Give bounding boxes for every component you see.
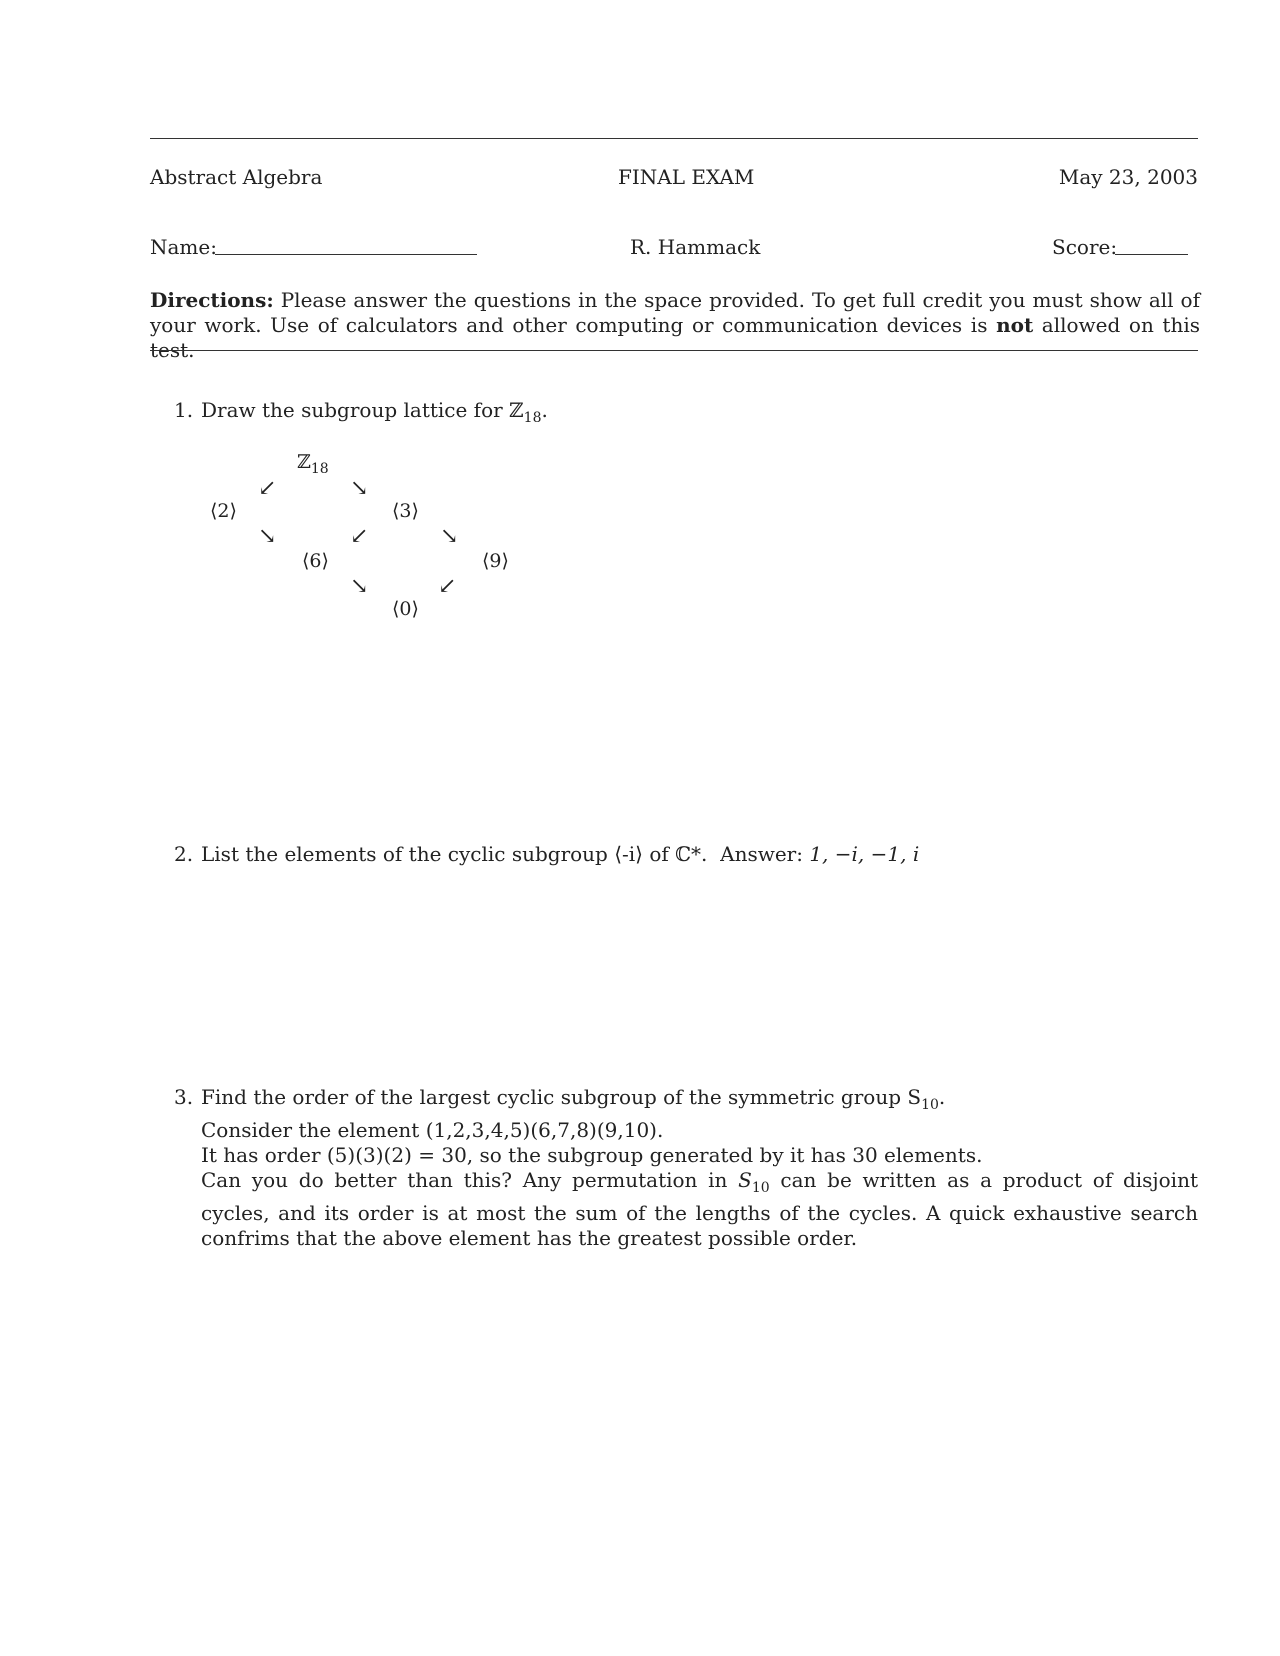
score-blank[interactable] <box>1115 254 1188 255</box>
lattice-node-6: ⟨6⟩ <box>302 550 329 572</box>
q2-prompt-text: List the elements of the cyclic subgroup ⟨-i⟩ of ℂ*. <box>201 842 708 866</box>
q3-prompt <box>201 1085 1198 1118</box>
arrow-2-to-6: ↘ <box>258 524 277 549</box>
q3-line-4 <box>201 1168 1198 1251</box>
q3-line-4a: Can you do better than this? Any permutation in <box>201 1168 739 1192</box>
top-rule <box>150 138 1198 139</box>
q3-prompt-text: Find the order of the largest cyclic subgroup of the symmetric group S <box>201 1085 922 1109</box>
arrow-3-to-9: ↘ <box>440 524 459 549</box>
lattice-node-3: ⟨3⟩ <box>392 500 419 522</box>
q3-line-4b: can be written as a product of disjoint cycles, and its order is at most the sum of the lengths of the cycles. A quick exhaustive search confrims that the above element has the greatest possible order. <box>201 1168 1198 1250</box>
lattice-node-9: ⟨9⟩ <box>482 550 509 572</box>
q2-answer-label: Answer: <box>720 842 803 866</box>
lattice-node-z18-symbol: ℤ <box>297 451 311 473</box>
directions-text-1: Please answer the questions in the space provided. To get full credit you must show all of your work. Use of calculators and other computing or communication devices is <box>150 288 1200 337</box>
q3-line-2: Consider the element (1,2,3,4,5)(6,7,8)(9,10). <box>201 1118 664 1142</box>
q3-prompt-end: . <box>938 1085 946 1109</box>
q3-body <box>201 1085 1198 1251</box>
name-label: Name: <box>150 235 217 259</box>
exam-date: May 23, 2003 <box>1058 165 1198 189</box>
lattice-node-z18 <box>297 451 329 477</box>
instructor-name: R. Hammack <box>630 235 761 259</box>
q3-prompt-sub: 10 <box>921 1097 939 1113</box>
arrow-9-to-0: ↙ <box>438 574 457 599</box>
q1-prompt-text: Draw the subgroup lattice for ℤ <box>201 398 524 422</box>
exam-title: FINAL EXAM <box>618 165 755 189</box>
q1-number: 1. <box>174 398 194 422</box>
q1-prompt-sub: 18 <box>523 410 542 426</box>
q2-number: 2. <box>174 842 194 866</box>
name-blank[interactable] <box>215 254 477 255</box>
q2-prompt <box>201 842 919 866</box>
directions-bold: not <box>996 313 1034 337</box>
directions <box>150 288 1200 363</box>
q1-prompt-end: . <box>541 398 548 422</box>
q3-number: 3. <box>174 1085 194 1109</box>
directions-text-2: allowed on this test. <box>150 313 1200 362</box>
lattice-node-2: ⟨2⟩ <box>210 500 237 522</box>
arrow-z18-to-2: ↙ <box>258 476 277 501</box>
arrow-6-to-0: ↘ <box>350 574 369 599</box>
lattice-node-0: ⟨0⟩ <box>392 598 419 620</box>
arrow-3-to-6: ↙ <box>350 524 369 549</box>
score-label: Score: <box>1052 235 1118 259</box>
q3-line-3: It has order (5)(3)(2) = 30, so the subgroup generated by it has 30 elements. <box>201 1143 983 1167</box>
q3-line-4-s: S <box>738 1168 752 1192</box>
course-title: Abstract Algebra <box>150 165 323 189</box>
directions-label: Directions: <box>150 288 274 312</box>
lattice-node-z18-sub: 18 <box>310 460 329 477</box>
arrow-z18-to-3: ↘ <box>350 476 369 501</box>
q1-prompt <box>201 398 548 430</box>
q3-line-4-sub: 10 <box>751 1180 770 1196</box>
q2-answer: 1, −i, −1, i <box>809 842 920 866</box>
directions-bottom-rule <box>150 350 1198 351</box>
